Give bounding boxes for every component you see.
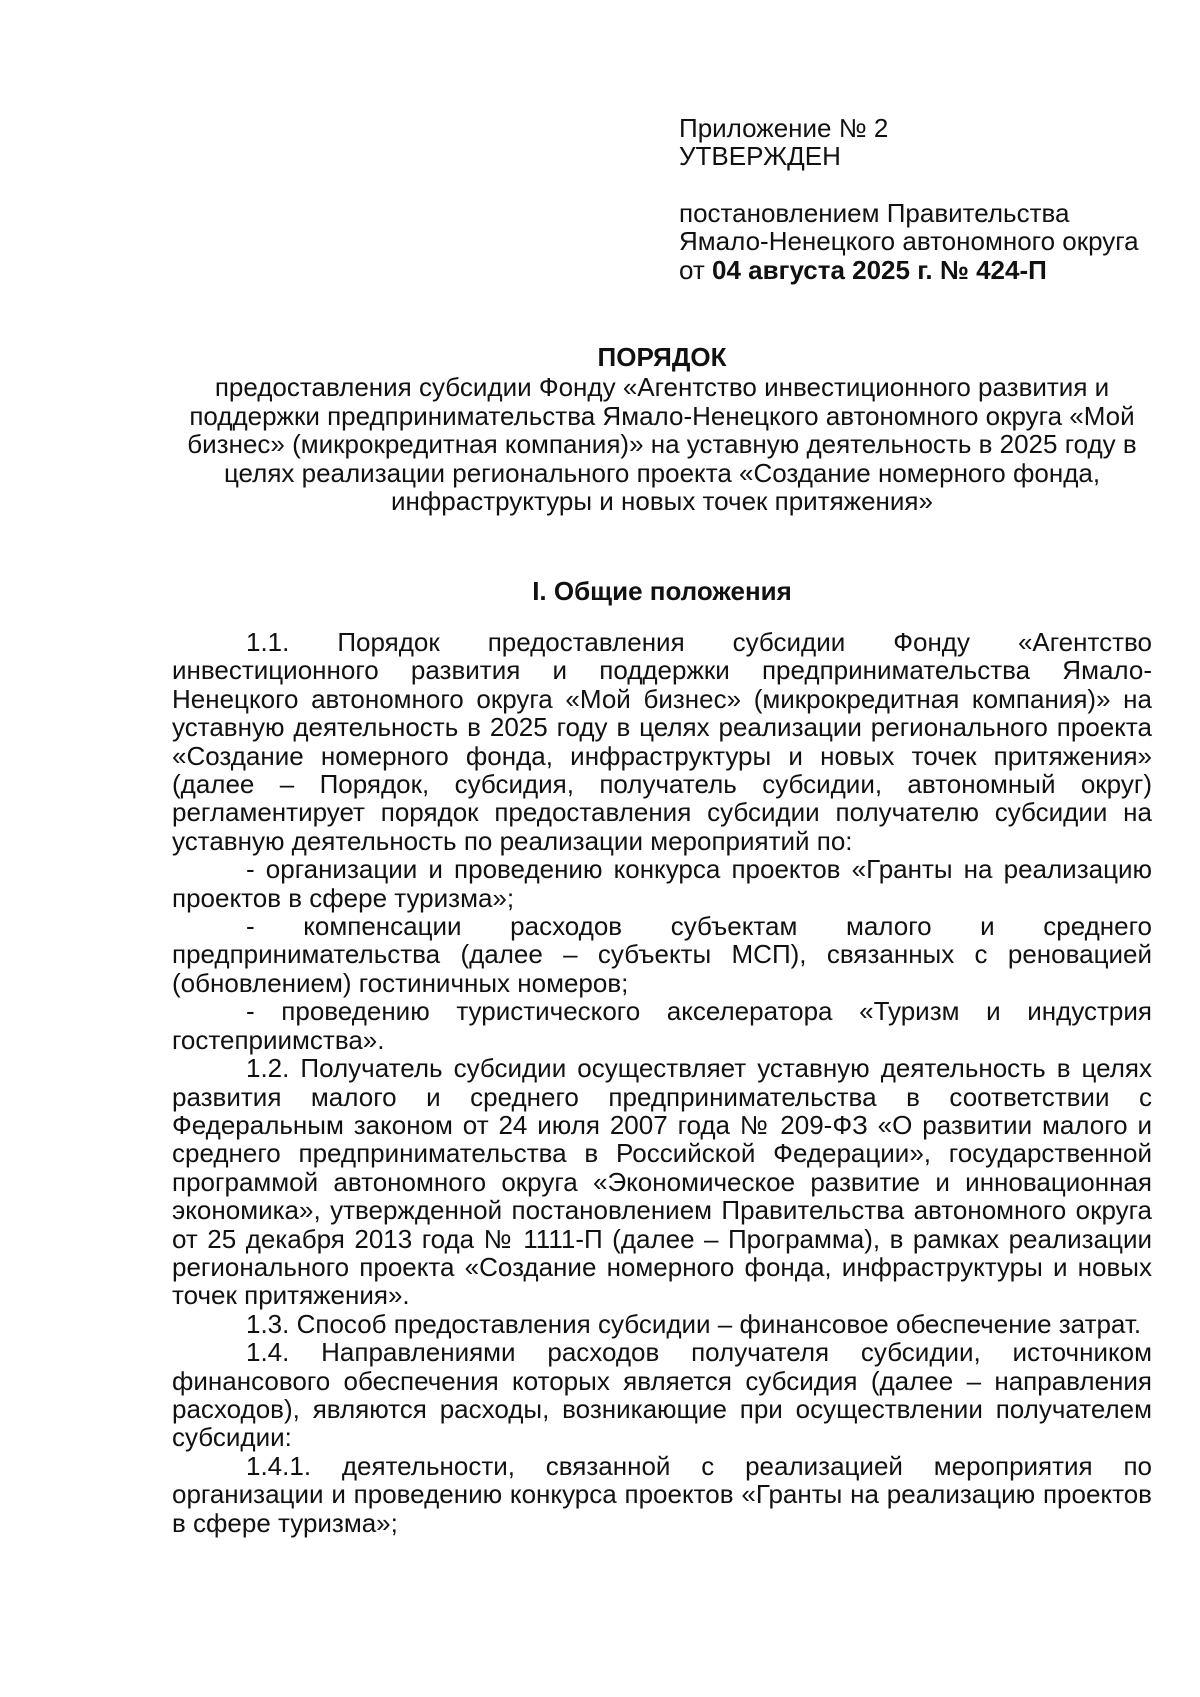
document-title: ПОРЯДОК — [597, 342, 727, 372]
approval-authority: постановлением Правительства — [679, 197, 1070, 228]
approval-date-prefix: от — [679, 254, 713, 285]
document-title-block — [172, 343, 1152, 515]
paragraph-1-1: 1.1. Порядок предоставления субсидии Фонду «Агентство инвестиционного развития и поддержки предпринимательства Ямало-Ненецкого автономного округа «Мой бизнес» (микрокредитная компания)» на уставную деятельность в 2025 году в целях реализации регионального проекта «Создание номерного фонда, инфраструктуры и новых точек притяжения» (далее – Порядок, субсидия, получатель субсидии, автономный округ) регламентирует порядок предоставления субсидии получателю субсидии на уставную деятельность по реализации мероприятий по: — [172, 627, 1152, 856]
list-item-contest: - организации и проведению конкурса проектов «Гранты на реализацию проектов в сфере туризма»; — [172, 854, 1152, 913]
approval-date-number: 04 августа 2025 г. № 424-П — [712, 254, 1047, 285]
appendix-number: Приложение № 2 — [679, 113, 889, 143]
approved-label: УТВЕРЖДЕН — [679, 141, 841, 172]
list-item-compensation: - компенсации расходов субъектам малого и среднего предпринимательства (далее – субъекты МСП), связанных с реновацией (обновлением) гостиничных номеров; — [172, 911, 1152, 998]
paragraph-1-3: 1.3. Способ предоставления субсидии – финансовое обеспечение затрат. — [246, 1308, 1142, 1339]
paragraph-1-4: 1.4. Направлениями расходов получателя субсидии, источником финансового обеспечения которых является субсидия (далее – направления расходов), являются расходы, возникающие при осуществлении получателем субсидии: — [172, 1337, 1152, 1453]
document-body — [172, 628, 1152, 1537]
approval-date — [679, 256, 1179, 284]
section-heading: I. Общие положения — [532, 576, 792, 606]
approval-block — [679, 114, 1179, 284]
paragraph-1-2: 1.2. Получатель субсидии осуществляет уставную деятельность в целях развития малого и среднего предпринимательства в соответствии с Федеральным законом от 24 июля 2007 года № 209-ФЗ «О развитии малого и среднего предпринимательства в Российской Федерации», государственной программой автономного округа «Экономическое развитие и инновационная экономика», утвержденной постановлением Правительства автономного округа от 25 декабря 2013 года № 1111-П (далее – Программа), в рамках реализации регионального проекта «Создание номерного фонда, инфраструктуры и новых точек притяжения». — [172, 1053, 1152, 1311]
approval-region: Ямало-Ненецкого автономного округа — [679, 226, 1139, 257]
paragraph-1-4-1: 1.4.1. деятельности, связанной с реализацией мероприятия по организации и проведению конкурса проектов «Гранты на реализацию проектов в сфере туризма»; — [172, 1450, 1152, 1538]
document-subtitle: предоставления субсидии Фонду «Агентство инвестиционного развития и поддержки предпринимательства Ямало-Ненецкого автономного округа «Мой бизнес» (микрокредитная компания)» на уставную деятельность в 2025 году в целях реализации регионального проекта «Создание номерного фонда, инфраструктуры и новых точек притяжения» — [187, 372, 1137, 517]
list-item-accelerator: - проведению туристического акселератора «Туризм и индустрия гостеприимства». — [172, 996, 1152, 1055]
approval-gap — [679, 171, 1179, 199]
